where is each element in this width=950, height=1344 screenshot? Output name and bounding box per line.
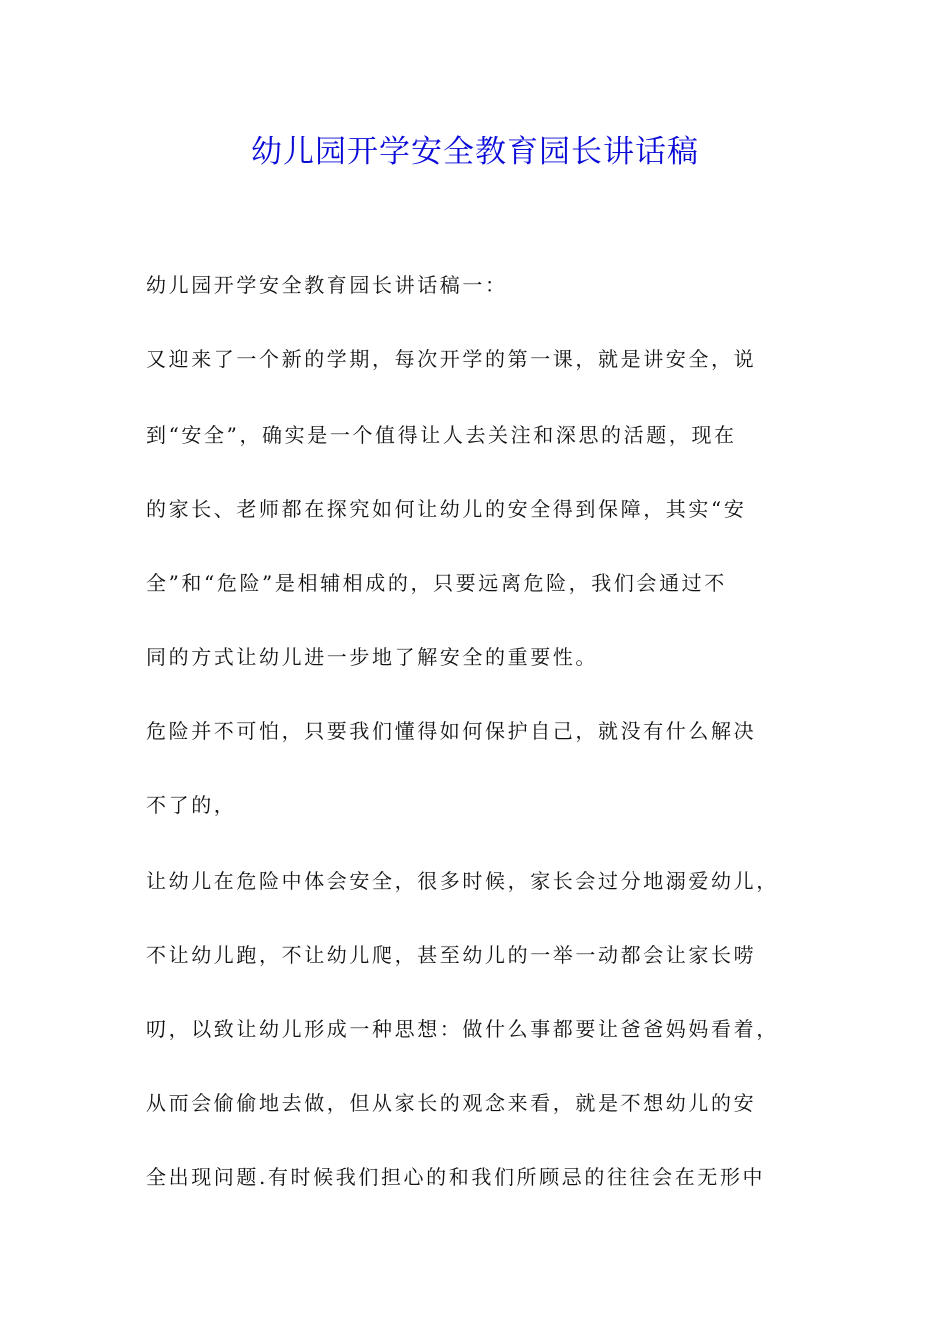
paragraph-line: 幼儿园开学安全教育园长讲话稿一：	[146, 273, 508, 297]
paragraph-line: 让幼儿在危险中体会安全，很多时候，家长会过分地溺爱幼儿，	[146, 869, 779, 893]
paragraph-line: 不了的，	[146, 793, 237, 817]
paragraph-line: 同的方式让幼儿进一步地了解安全的重要性。	[146, 645, 598, 669]
document-title: 幼儿园开学安全教育园长讲话稿	[251, 134, 699, 170]
paragraph-line: 危险并不可怕，只要我们懂得如何保护自己，就没有什么解决	[146, 719, 757, 743]
paragraph-line: 叨，以致让幼儿形成一种思想：做什么事都要让爸爸妈妈看着，	[146, 1017, 779, 1041]
paragraph-line: 全出现问题.有时候我们担心的和我们所顾忌的往往会在无形中	[146, 1165, 766, 1189]
paragraph-line: 到“安全”，确实是一个值得让人去关注和深思的活题，现在	[146, 423, 737, 447]
paragraph-line: 不让幼儿跑，不让幼儿爬，甚至幼儿的一举一动都会让家长唠	[146, 943, 757, 967]
paragraph-line: 从而会偷偷地去做，但从家长的观念来看，就是不想幼儿的安	[146, 1091, 757, 1115]
paragraph-line: 的家长、老师都在探究如何让幼儿的安全得到保障，其实“安	[146, 497, 747, 521]
paragraph-line: 全”和“危险”是相辅相成的，只要远离危险，我们会通过不	[146, 571, 727, 595]
paragraph-line: 又迎来了一个新的学期，每次开学的第一课，就是讲安全，说	[146, 347, 757, 371]
